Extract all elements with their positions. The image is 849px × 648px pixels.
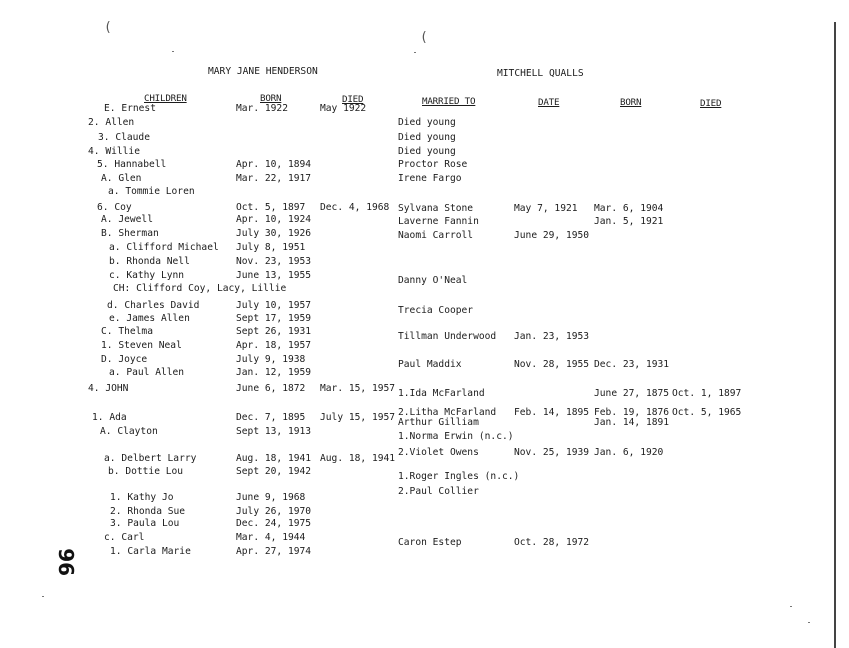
- row-31-married: Caron Estep: [398, 536, 462, 548]
- row-23-born: Sept 13, 1913: [236, 426, 312, 437]
- row-21-date: Feb. 14, 1895: [514, 406, 590, 418]
- speck: [790, 606, 792, 607]
- row-30-born: Dec. 24, 1975: [236, 518, 312, 529]
- row-9-married: Naomi Carroll: [398, 230, 474, 242]
- row-6-child: a. Tommie Loren: [108, 186, 195, 197]
- row-22-child: 1. Ada: [92, 412, 127, 423]
- row-11-born: Nov. 23, 1953: [236, 256, 312, 267]
- husband-name: MARY JANE HENDERSON: [208, 66, 318, 77]
- row-30-child: 3. Paula Lou: [110, 518, 180, 529]
- row-2-child: 3. Claude: [98, 132, 150, 143]
- row-18-married: Paul Maddix: [398, 358, 462, 370]
- row-0-child: E. Ernest: [104, 103, 156, 114]
- row-12-born: June 13, 1955: [236, 270, 312, 281]
- row-20-child: 4. JOHN: [88, 383, 129, 394]
- row-20-married: 1.Ida McFarland: [398, 387, 485, 399]
- row-21-sdied: Oct. 5, 1965: [672, 406, 742, 418]
- row-9-born: July 30, 1926: [236, 228, 312, 239]
- row-8-sborn: Jan. 5, 1921: [594, 215, 664, 227]
- row-31-born: Mar. 4, 1944: [236, 532, 306, 543]
- speck: [42, 596, 44, 597]
- row-20-died: Mar. 15, 1957: [320, 383, 396, 394]
- row-25-child: a. Delbert Larry: [104, 453, 197, 464]
- row-24-married: 2.Violet Owens: [398, 446, 479, 458]
- row-7-died: Dec. 4, 1968: [320, 202, 390, 213]
- col-date: DATE: [538, 97, 560, 108]
- row-12-child: c. Kathy Lynn: [109, 270, 185, 281]
- row-8-born: Apr. 10, 1924: [236, 214, 312, 225]
- row-21-sborn: Feb. 19, 1876: [594, 406, 670, 418]
- row-27-married: 2.Paul Collier: [398, 485, 479, 497]
- row-13-child: CH: Clifford Coy, Lacy, Lillie: [113, 283, 287, 294]
- row-25-died: Aug. 18, 1941: [320, 453, 396, 464]
- row-14-married: Trecia Cooper: [398, 304, 474, 316]
- row-3-married: Died young: [398, 146, 456, 157]
- row-32-born: Apr. 27, 1974: [236, 546, 312, 557]
- row-21-married: 2.Litha McFarland: [398, 406, 497, 418]
- row-7-child: 6. Coy: [97, 202, 132, 213]
- row-8-child: A. Jewell: [101, 214, 153, 225]
- row-7-sborn: Mar. 6, 1904: [594, 202, 664, 214]
- row-20-sdied: Oct. 1, 1897: [672, 387, 742, 399]
- speck: [172, 51, 174, 52]
- row-23-child: A. Clayton: [100, 426, 158, 437]
- row-18-sborn: Dec. 23, 1931: [594, 358, 670, 370]
- row-23-married: 1.Norma Erwin (n.c.): [398, 430, 514, 442]
- row-22-sborn: Jan. 14, 1891: [594, 416, 670, 428]
- row-20-born: June 6, 1872: [236, 383, 306, 394]
- row-22-married: Arthur Gilliam: [398, 416, 479, 428]
- row-14-child: d. Charles David: [107, 300, 200, 311]
- row-31-child: c. Carl: [104, 532, 145, 543]
- wife-name: MITCHELL QUALLS: [497, 68, 584, 79]
- row-4-married: Proctor Rose: [398, 159, 468, 170]
- row-26-born: Sept 20, 1942: [236, 466, 312, 477]
- row-9-child: B. Sherman: [101, 228, 159, 239]
- row-0-born: Mar. 1922: [236, 103, 288, 114]
- row-4-born: Apr. 10, 1894: [236, 159, 312, 170]
- row-15-child: e. James Allen: [109, 313, 190, 324]
- row-5-born: Mar. 22, 1917: [236, 173, 312, 184]
- row-22-died: July 15, 1957: [320, 412, 396, 423]
- row-18-born: July 9, 1938: [236, 354, 306, 365]
- row-16-married: Tillman Underwood: [398, 330, 497, 342]
- row-3-child: 4. Willie: [88, 146, 140, 157]
- row-26-married: 1.Roger Ingles (n.c.): [398, 470, 520, 482]
- row-28-born: June 9, 1968: [236, 492, 306, 503]
- col-married-to: MARRIED TO: [422, 96, 476, 107]
- col-spouse-died: DIED: [700, 98, 722, 109]
- row-28-child: 1. Kathy Jo: [110, 492, 174, 503]
- row-10-child: a. Clifford Michael: [109, 242, 219, 253]
- row-19-child: a. Paul Allen: [109, 367, 185, 378]
- row-29-born: July 26, 1970: [236, 506, 312, 517]
- row-12-married: Danny O'Neal: [398, 274, 468, 286]
- row-1-married: Died young: [398, 117, 456, 128]
- row-2-married: Died young: [398, 132, 456, 143]
- row-32-child: 1. Carla Marie: [110, 546, 191, 557]
- pencil-mark-center: (: [420, 30, 428, 45]
- col-spouse-born: BORN: [620, 97, 642, 108]
- page-number: 96: [55, 548, 79, 576]
- row-29-child: 2. Rhonda Sue: [110, 506, 186, 517]
- row-25-born: Aug. 18, 1941: [236, 453, 312, 464]
- row-7-married: Sylvana Stone: [398, 202, 474, 214]
- row-5-married: Irene Fargo: [398, 173, 462, 184]
- row-22-born: Dec. 7, 1895: [236, 412, 306, 423]
- col-born: BORN: [260, 93, 282, 104]
- row-9-date: June 29, 1950: [514, 230, 590, 242]
- pencil-mark-left: (: [104, 20, 112, 35]
- row-24-sborn: Jan. 6, 1920: [594, 446, 664, 458]
- row-17-born: Apr. 18, 1957: [236, 340, 312, 351]
- row-26-child: b. Dottie Lou: [108, 466, 184, 477]
- row-8-married: Laverne Fannin: [398, 215, 479, 227]
- page-edge-line: [834, 22, 836, 648]
- row-16-born: Sept 26, 1931: [236, 326, 312, 337]
- row-24-date: Nov. 25, 1939: [514, 446, 590, 458]
- row-31-date: Oct. 28, 1972: [514, 536, 590, 548]
- row-10-born: July 8, 1951: [236, 242, 306, 253]
- row-18-child: D. Joyce: [101, 354, 148, 365]
- speck: [414, 52, 416, 53]
- speck: [808, 622, 810, 623]
- row-7-born: Oct. 5, 1897: [236, 202, 306, 213]
- col-died: DIED: [342, 94, 364, 105]
- row-5-child: A. Glen: [101, 173, 142, 184]
- row-16-date: Jan. 23, 1953: [514, 330, 590, 342]
- row-1-child: 2. Allen: [88, 117, 135, 128]
- row-14-born: July 10, 1957: [236, 300, 312, 311]
- row-17-child: 1. Steven Neal: [101, 340, 182, 351]
- row-4-child: 5. Hannabell: [97, 159, 167, 170]
- row-11-child: b. Rhonda Nell: [109, 256, 190, 267]
- row-20-sborn: June 27, 1875: [594, 387, 670, 399]
- row-19-born: Jan. 12, 1959: [236, 367, 312, 378]
- col-children: CHILDREN: [144, 93, 187, 104]
- row-16-child: C. Thelma: [101, 326, 153, 337]
- row-0-died: May 1922: [320, 103, 367, 114]
- row-7-date: May 7, 1921: [514, 202, 578, 214]
- row-15-born: Sept 17, 1959: [236, 313, 312, 324]
- row-18-date: Nov. 28, 1955: [514, 358, 590, 370]
